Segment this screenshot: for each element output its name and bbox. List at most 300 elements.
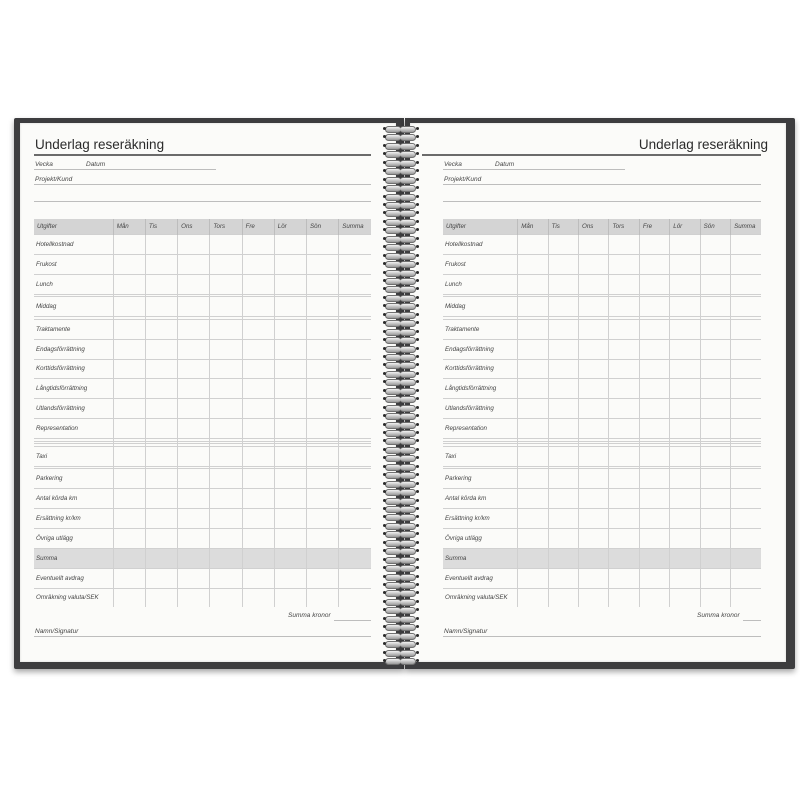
- entry-cell[interactable]: [700, 568, 730, 588]
- entry-cell[interactable]: [145, 508, 177, 528]
- entry-cell[interactable]: [639, 469, 669, 489]
- entry-cell[interactable]: [639, 419, 669, 439]
- entry-cell[interactable]: [242, 568, 274, 588]
- entry-cell[interactable]: [700, 508, 730, 528]
- entry-cell[interactable]: [609, 446, 639, 466]
- entry-cell[interactable]: [178, 588, 210, 607]
- entry-cell[interactable]: [639, 568, 669, 588]
- entry-cell[interactable]: [307, 235, 339, 255]
- entry-cell[interactable]: [210, 548, 242, 568]
- entry-cell[interactable]: [548, 528, 578, 548]
- entry-cell[interactable]: [210, 339, 242, 359]
- entry-cell[interactable]: [307, 297, 339, 317]
- entry-cell[interactable]: [731, 359, 761, 379]
- entry-cell[interactable]: [731, 488, 761, 508]
- entry-cell[interactable]: [731, 469, 761, 489]
- entry-cell[interactable]: [339, 488, 371, 508]
- entry-cell[interactable]: [579, 488, 609, 508]
- entry-cell[interactable]: [307, 508, 339, 528]
- projekt-line-2: [34, 201, 371, 202]
- page-title: Underlag reseräkning: [638, 137, 768, 152]
- entry-cell[interactable]: [731, 528, 761, 548]
- entry-cell[interactable]: [210, 488, 242, 508]
- entry-cell[interactable]: [518, 508, 548, 528]
- entry-cell[interactable]: [339, 528, 371, 548]
- punch-hole: [383, 583, 386, 586]
- entry-cell[interactable]: [731, 379, 761, 399]
- entry-cell[interactable]: [307, 446, 339, 466]
- page-title: Underlag reseräkning: [35, 137, 165, 152]
- entry-cell[interactable]: [518, 528, 548, 548]
- entry-cell[interactable]: [242, 548, 274, 568]
- entry-cell[interactable]: [670, 359, 700, 379]
- entry-cell[interactable]: [548, 419, 578, 439]
- entry-cell[interactable]: [178, 469, 210, 489]
- entry-cell[interactable]: [339, 508, 371, 528]
- entry-cell[interactable]: [307, 419, 339, 439]
- entry-cell[interactable]: [178, 359, 210, 379]
- entry-cell[interactable]: [274, 235, 306, 255]
- entry-cell[interactable]: [274, 508, 306, 528]
- entry-cell[interactable]: [339, 568, 371, 588]
- entry-cell[interactable]: [639, 339, 669, 359]
- entry-cell[interactable]: [113, 469, 145, 489]
- entry-cell[interactable]: [178, 297, 210, 317]
- entry-cell[interactable]: [670, 528, 700, 548]
- entry-cell[interactable]: [639, 297, 669, 317]
- entry-cell[interactable]: [579, 446, 609, 466]
- entry-cell[interactable]: [518, 469, 548, 489]
- entry-cell[interactable]: [609, 528, 639, 548]
- entry-cell[interactable]: [700, 379, 730, 399]
- entry-cell[interactable]: [242, 297, 274, 317]
- entry-cell[interactable]: [113, 568, 145, 588]
- entry-cell[interactable]: [670, 339, 700, 359]
- summa-kronor-label: Summa kronor: [697, 612, 740, 619]
- entry-cell[interactable]: [700, 399, 730, 419]
- entry-cell[interactable]: [639, 359, 669, 379]
- entry-cell[interactable]: [579, 235, 609, 255]
- entry-cell[interactable]: [548, 568, 578, 588]
- entry-cell[interactable]: [579, 528, 609, 548]
- entry-cell[interactable]: [242, 446, 274, 466]
- entry-cell[interactable]: [274, 339, 306, 359]
- entry-cell[interactable]: [307, 254, 339, 274]
- entry-cell[interactable]: [113, 488, 145, 508]
- entry-cell[interactable]: [548, 588, 578, 607]
- entry-cell[interactable]: [731, 588, 761, 607]
- entry-cell[interactable]: [178, 548, 210, 568]
- entry-cell[interactable]: [609, 339, 639, 359]
- entry-cell[interactable]: [609, 235, 639, 255]
- entry-cell[interactable]: [210, 297, 242, 317]
- entry-cell[interactable]: [518, 359, 548, 379]
- entry-cell[interactable]: [579, 319, 609, 339]
- entry-cell[interactable]: [210, 508, 242, 528]
- entry-cell[interactable]: [609, 588, 639, 607]
- ring-loop: [400, 531, 416, 538]
- entry-cell[interactable]: [113, 446, 145, 466]
- entry-cell[interactable]: [339, 274, 371, 294]
- entry-cell[interactable]: [339, 469, 371, 489]
- entry-cell[interactable]: [307, 528, 339, 548]
- entry-cell[interactable]: [518, 254, 548, 274]
- entry-cell[interactable]: [639, 235, 669, 255]
- entry-cell[interactable]: [670, 235, 700, 255]
- entry-cell[interactable]: [700, 359, 730, 379]
- entry-cell[interactable]: [178, 319, 210, 339]
- entry-cell[interactable]: [339, 297, 371, 317]
- entry-cell[interactable]: [113, 419, 145, 439]
- entry-cell[interactable]: [113, 339, 145, 359]
- entry-cell[interactable]: [113, 319, 145, 339]
- entry-cell[interactable]: [113, 235, 145, 255]
- punch-hole: [416, 617, 419, 620]
- entry-cell[interactable]: [609, 568, 639, 588]
- entry-cell[interactable]: [113, 588, 145, 607]
- entry-cell[interactable]: [307, 399, 339, 419]
- entry-cell[interactable]: [609, 469, 639, 489]
- entry-cell[interactable]: [548, 235, 578, 255]
- entry-cell[interactable]: [242, 588, 274, 607]
- entry-cell[interactable]: [242, 235, 274, 255]
- entry-cell[interactable]: [518, 419, 548, 439]
- entry-cell[interactable]: [145, 488, 177, 508]
- entry-cell[interactable]: [210, 419, 242, 439]
- table-row: [34, 319, 371, 339]
- entry-cell[interactable]: [639, 528, 669, 548]
- entry-cell[interactable]: [145, 548, 177, 568]
- entry-cell[interactable]: [639, 446, 669, 466]
- entry-cell[interactable]: [639, 548, 669, 568]
- entry-cell[interactable]: [548, 488, 578, 508]
- entry-cell[interactable]: [339, 399, 371, 419]
- entry-cell[interactable]: [700, 254, 730, 274]
- entry-cell[interactable]: [210, 399, 242, 419]
- entry-cell[interactable]: [274, 446, 306, 466]
- entry-cell[interactable]: [700, 235, 730, 255]
- entry-cell[interactable]: [145, 379, 177, 399]
- entry-cell[interactable]: [274, 274, 306, 294]
- entry-cell[interactable]: [242, 488, 274, 508]
- spiral-ring: [383, 481, 419, 486]
- entry-cell[interactable]: [548, 446, 578, 466]
- entry-cell[interactable]: [178, 446, 210, 466]
- entry-cell[interactable]: [274, 568, 306, 588]
- entry-cell[interactable]: [609, 399, 639, 419]
- entry-cell[interactable]: [579, 274, 609, 294]
- entry-cell[interactable]: [145, 319, 177, 339]
- entry-cell[interactable]: [518, 488, 548, 508]
- entry-cell[interactable]: [242, 469, 274, 489]
- entry-cell[interactable]: [178, 419, 210, 439]
- entry-cell[interactable]: [210, 379, 242, 399]
- entry-cell[interactable]: [700, 548, 730, 568]
- entry-cell[interactable]: [242, 528, 274, 548]
- entry-cell[interactable]: [113, 297, 145, 317]
- entry-cell[interactable]: [145, 446, 177, 466]
- entry-cell[interactable]: [670, 379, 700, 399]
- entry-cell[interactable]: [518, 588, 548, 607]
- entry-cell[interactable]: [274, 319, 306, 339]
- entry-cell[interactable]: [639, 488, 669, 508]
- entry-cell[interactable]: [145, 568, 177, 588]
- entry-cell[interactable]: [670, 399, 700, 419]
- entry-cell[interactable]: [145, 339, 177, 359]
- entry-cell[interactable]: [731, 446, 761, 466]
- entry-cell[interactable]: [307, 548, 339, 568]
- entry-cell[interactable]: [548, 548, 578, 568]
- entry-cell[interactable]: [178, 339, 210, 359]
- entry-cell[interactable]: [210, 568, 242, 588]
- entry-cell[interactable]: [639, 588, 669, 607]
- entry-cell[interactable]: [731, 568, 761, 588]
- entry-cell[interactable]: [609, 359, 639, 379]
- entry-cell[interactable]: [579, 254, 609, 274]
- entry-cell[interactable]: [579, 588, 609, 607]
- entry-cell[interactable]: [242, 419, 274, 439]
- entry-cell[interactable]: [113, 359, 145, 379]
- entry-cell[interactable]: [274, 488, 306, 508]
- entry-cell[interactable]: [670, 469, 700, 489]
- entry-cell[interactable]: [145, 235, 177, 255]
- entry-cell[interactable]: [579, 379, 609, 399]
- entry-cell[interactable]: [518, 297, 548, 317]
- entry-cell[interactable]: [731, 297, 761, 317]
- entry-cell[interactable]: [609, 488, 639, 508]
- entry-cell[interactable]: [731, 235, 761, 255]
- entry-cell[interactable]: [307, 339, 339, 359]
- entry-cell[interactable]: [210, 528, 242, 548]
- entry-cell[interactable]: [242, 319, 274, 339]
- entry-cell[interactable]: [670, 548, 700, 568]
- entry-cell[interactable]: [274, 297, 306, 317]
- entry-cell[interactable]: [609, 379, 639, 399]
- entry-cell[interactable]: [548, 379, 578, 399]
- entry-cell[interactable]: [145, 274, 177, 294]
- entry-cell[interactable]: [145, 399, 177, 419]
- entry-cell[interactable]: [210, 235, 242, 255]
- entry-cell[interactable]: [210, 254, 242, 274]
- entry-cell[interactable]: [548, 254, 578, 274]
- entry-cell[interactable]: [518, 319, 548, 339]
- entry-cell[interactable]: [210, 274, 242, 294]
- entry-cell[interactable]: [609, 274, 639, 294]
- entry-cell[interactable]: [609, 508, 639, 528]
- entry-cell[interactable]: [307, 379, 339, 399]
- entry-cell[interactable]: [274, 359, 306, 379]
- entry-cell[interactable]: [145, 297, 177, 317]
- entry-cell[interactable]: [731, 254, 761, 274]
- entry-cell[interactable]: [700, 528, 730, 548]
- entry-cell[interactable]: [339, 339, 371, 359]
- entry-cell[interactable]: [274, 399, 306, 419]
- entry-cell[interactable]: [639, 399, 669, 419]
- entry-cell[interactable]: [210, 319, 242, 339]
- entry-cell[interactable]: [579, 548, 609, 568]
- entry-cell[interactable]: [339, 235, 371, 255]
- entry-cell[interactable]: [339, 548, 371, 568]
- spiral-ring: [383, 430, 419, 435]
- entry-cell[interactable]: [731, 319, 761, 339]
- entry-cell[interactable]: [307, 319, 339, 339]
- entry-cell[interactable]: [113, 379, 145, 399]
- entry-cell[interactable]: [670, 508, 700, 528]
- entry-cell[interactable]: [548, 469, 578, 489]
- entry-cell[interactable]: [178, 488, 210, 508]
- entry-cell[interactable]: [548, 274, 578, 294]
- entry-cell[interactable]: [274, 548, 306, 568]
- entry-cell[interactable]: [339, 419, 371, 439]
- entry-cell[interactable]: [731, 508, 761, 528]
- entry-cell[interactable]: [307, 588, 339, 607]
- entry-cell[interactable]: [178, 379, 210, 399]
- entry-cell[interactable]: [579, 419, 609, 439]
- entry-cell[interactable]: [609, 254, 639, 274]
- entry-cell[interactable]: [339, 359, 371, 379]
- entry-cell[interactable]: [307, 469, 339, 489]
- entry-cell[interactable]: [178, 235, 210, 255]
- entry-cell[interactable]: [731, 548, 761, 568]
- entry-cell[interactable]: [639, 274, 669, 294]
- entry-cell[interactable]: [609, 319, 639, 339]
- entry-cell[interactable]: [113, 254, 145, 274]
- entry-cell[interactable]: [548, 399, 578, 419]
- entry-cell[interactable]: [145, 254, 177, 274]
- entry-cell[interactable]: [242, 254, 274, 274]
- entry-cell[interactable]: [518, 235, 548, 255]
- entry-cell[interactable]: [113, 548, 145, 568]
- entry-cell[interactable]: [274, 419, 306, 439]
- entry-cell[interactable]: [307, 488, 339, 508]
- entry-cell[interactable]: [639, 508, 669, 528]
- entry-cell[interactable]: [731, 339, 761, 359]
- entry-cell[interactable]: [609, 419, 639, 439]
- entry-cell[interactable]: [731, 399, 761, 419]
- entry-cell[interactable]: [339, 379, 371, 399]
- entry-cell[interactable]: [700, 446, 730, 466]
- entry-cell[interactable]: [548, 359, 578, 379]
- entry-cell[interactable]: [518, 274, 548, 294]
- entry-cell[interactable]: [274, 588, 306, 607]
- entry-cell[interactable]: [210, 446, 242, 466]
- entry-cell[interactable]: [242, 339, 274, 359]
- entry-cell[interactable]: [145, 588, 177, 607]
- entry-cell[interactable]: [178, 508, 210, 528]
- entry-cell[interactable]: [518, 446, 548, 466]
- entry-cell[interactable]: [670, 319, 700, 339]
- entry-cell[interactable]: [609, 548, 639, 568]
- entry-cell[interactable]: [579, 297, 609, 317]
- entry-cell[interactable]: [670, 446, 700, 466]
- entry-cell[interactable]: [670, 297, 700, 317]
- entry-cell[interactable]: [518, 339, 548, 359]
- entry-cell[interactable]: [700, 488, 730, 508]
- entry-cell[interactable]: [700, 274, 730, 294]
- entry-cell[interactable]: [700, 469, 730, 489]
- entry-cell[interactable]: [731, 419, 761, 439]
- ring-loop: [400, 438, 416, 445]
- entry-cell[interactable]: [579, 359, 609, 379]
- entry-cell[interactable]: [242, 274, 274, 294]
- entry-cell[interactable]: [579, 399, 609, 419]
- entry-cell[interactable]: [579, 339, 609, 359]
- entry-cell[interactable]: [670, 254, 700, 274]
- entry-cell[interactable]: [113, 528, 145, 548]
- entry-cell[interactable]: [518, 548, 548, 568]
- entry-cell[interactable]: [579, 568, 609, 588]
- entry-cell[interactable]: [178, 528, 210, 548]
- entry-cell[interactable]: [178, 274, 210, 294]
- entry-cell[interactable]: [731, 274, 761, 294]
- entry-cell[interactable]: [518, 568, 548, 588]
- entry-cell[interactable]: [242, 359, 274, 379]
- entry-cell[interactable]: [518, 399, 548, 419]
- entry-cell[interactable]: [339, 254, 371, 274]
- entry-cell[interactable]: [307, 274, 339, 294]
- entry-cell[interactable]: [700, 588, 730, 607]
- entry-cell[interactable]: [639, 379, 669, 399]
- entry-cell[interactable]: [548, 319, 578, 339]
- entry-cell[interactable]: [307, 359, 339, 379]
- entry-cell[interactable]: [339, 588, 371, 607]
- entry-cell[interactable]: [609, 297, 639, 317]
- entry-cell[interactable]: [700, 419, 730, 439]
- entry-cell[interactable]: [339, 446, 371, 466]
- entry-cell[interactable]: [145, 528, 177, 548]
- entry-cell[interactable]: [700, 339, 730, 359]
- entry-cell[interactable]: [548, 508, 578, 528]
- entry-cell[interactable]: [242, 399, 274, 419]
- entry-cell[interactable]: [178, 399, 210, 419]
- entry-cell[interactable]: [210, 359, 242, 379]
- entry-cell[interactable]: [548, 339, 578, 359]
- entry-cell[interactable]: [700, 297, 730, 317]
- entry-cell[interactable]: [113, 399, 145, 419]
- entry-cell[interactable]: [145, 359, 177, 379]
- entry-cell[interactable]: [274, 528, 306, 548]
- entry-cell[interactable]: [242, 508, 274, 528]
- entry-cell[interactable]: [518, 379, 548, 399]
- entry-cell[interactable]: [639, 254, 669, 274]
- entry-cell[interactable]: [700, 319, 730, 339]
- entry-cell[interactable]: [579, 469, 609, 489]
- entry-cell[interactable]: [670, 488, 700, 508]
- entry-cell[interactable]: [210, 588, 242, 607]
- entry-cell[interactable]: [274, 379, 306, 399]
- entry-cell[interactable]: [639, 319, 669, 339]
- entry-cell[interactable]: [210, 469, 242, 489]
- entry-cell[interactable]: [274, 254, 306, 274]
- entry-cell[interactable]: [670, 568, 700, 588]
- entry-cell[interactable]: [113, 508, 145, 528]
- entry-cell[interactable]: [178, 254, 210, 274]
- entry-cell[interactable]: [145, 469, 177, 489]
- entry-cell[interactable]: [274, 469, 306, 489]
- entry-cell[interactable]: [307, 568, 339, 588]
- entry-cell[interactable]: [113, 274, 145, 294]
- spiral-ring: [383, 337, 419, 342]
- entry-cell[interactable]: [670, 274, 700, 294]
- entry-cell[interactable]: [548, 297, 578, 317]
- entry-cell[interactable]: [579, 508, 609, 528]
- entry-cell[interactable]: [670, 419, 700, 439]
- entry-cell[interactable]: [242, 379, 274, 399]
- entry-cell[interactable]: [145, 419, 177, 439]
- entry-cell[interactable]: [339, 319, 371, 339]
- entry-cell[interactable]: [670, 588, 700, 607]
- entry-cell[interactable]: [178, 568, 210, 588]
